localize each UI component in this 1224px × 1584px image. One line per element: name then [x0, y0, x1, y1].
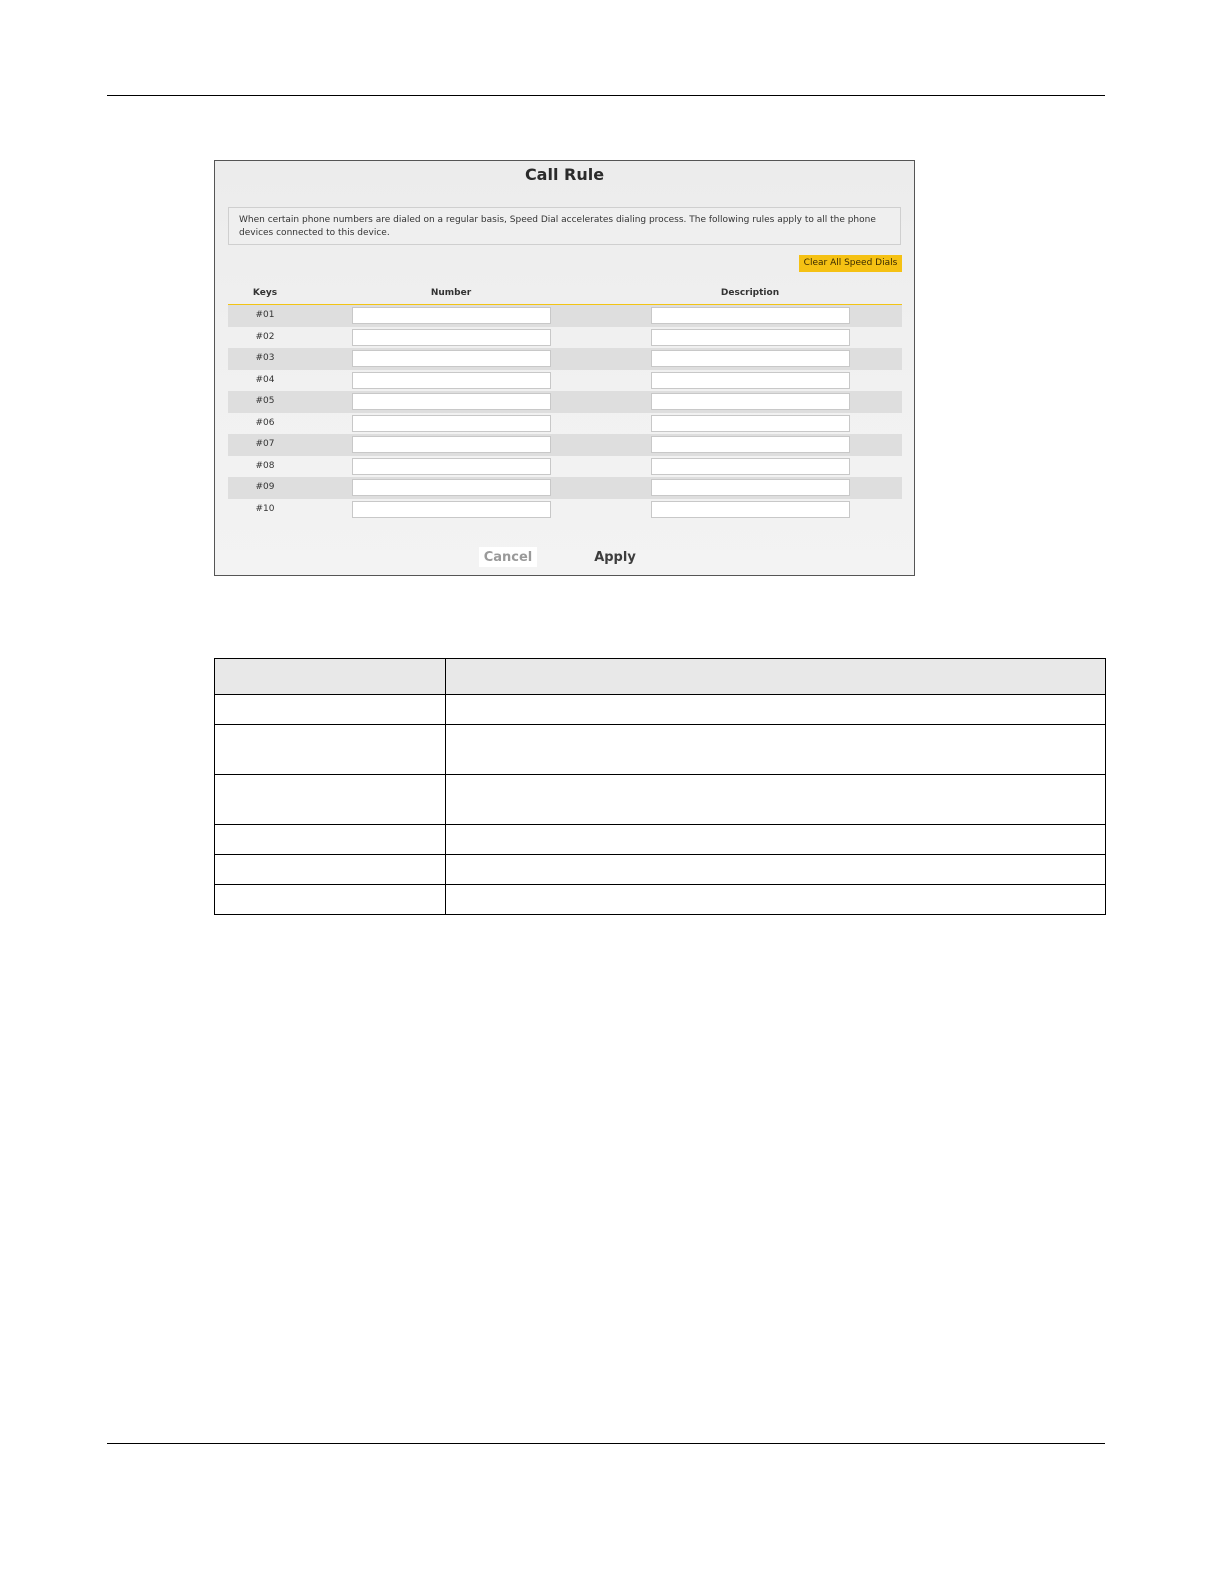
speed-dial-key: #01: [255, 310, 275, 320]
speed-dial-number-input[interactable]: [352, 393, 551, 410]
speed-dial-description-input[interactable]: [651, 329, 850, 346]
column-header-keys: Keys: [252, 288, 278, 298]
speed-dial-description-input[interactable]: [651, 307, 850, 324]
table-row: [215, 855, 1106, 885]
speed-dial-key: #04: [255, 374, 275, 385]
speed-dial-row: [228, 434, 902, 456]
speed-dial-key: #07: [255, 439, 275, 449]
table-cell: [445, 885, 1105, 915]
table-header-row: [215, 659, 1106, 695]
cancel-button[interactable]: [479, 547, 537, 567]
speed-dial-table-header: [228, 284, 902, 305]
speed-dial-row: [228, 348, 902, 370]
speed-dial-row: [228, 391, 902, 413]
table-cell: [445, 695, 1105, 725]
call-rule-panel: [214, 160, 915, 576]
speed-dial-description-input[interactable]: [651, 350, 850, 367]
speed-dial-table: [228, 305, 902, 520]
table-row: [215, 775, 1106, 825]
speed-dial-number-input[interactable]: [352, 350, 551, 367]
table-cell: [215, 855, 446, 885]
speed-dial-key: #08: [255, 460, 275, 471]
speed-dial-number-input[interactable]: [352, 501, 551, 518]
table-row: [215, 885, 1106, 915]
header-rule: [107, 95, 1105, 96]
table-header-cell: [445, 659, 1105, 695]
speed-dial-key: #02: [255, 331, 275, 342]
speed-dial-description-input[interactable]: [651, 501, 850, 518]
speed-dial-row: [228, 413, 902, 435]
table-cell: [215, 825, 446, 855]
description-table: [214, 658, 1106, 915]
table-cell: [215, 775, 446, 825]
apply-button-label: Apply: [594, 549, 636, 565]
speed-dial-description-input[interactable]: [651, 458, 850, 475]
footer-rule: [107, 1443, 1105, 1444]
table-row: [215, 695, 1106, 725]
speed-dial-number-input[interactable]: [352, 307, 551, 324]
info-notice: When certain phone numbers are dialed on a regular basis, Speed Dial accelerates dialing process. The following rules apply to all the phone devices connected to this device.: [228, 207, 901, 245]
speed-dial-row: [228, 327, 902, 349]
table-cell: [215, 725, 446, 775]
speed-dial-number-input[interactable]: [352, 479, 551, 496]
speed-dial-description-input[interactable]: [651, 436, 850, 453]
table-cell: [445, 825, 1105, 855]
speed-dial-number-input[interactable]: [352, 329, 551, 346]
table-header-cell: [215, 659, 446, 695]
table-row: [215, 725, 1106, 775]
table-cell: [445, 775, 1105, 825]
table-cell: [445, 855, 1105, 885]
speed-dial-number-input[interactable]: [352, 372, 551, 389]
cancel-button-label: Cancel: [483, 549, 533, 565]
speed-dial-row: [228, 305, 902, 327]
speed-dial-description-input[interactable]: [651, 415, 850, 432]
apply-button[interactable]: [591, 547, 639, 567]
speed-dial-row: [228, 477, 902, 499]
page-title: Call Rule: [524, 165, 605, 184]
speed-dial-key: #05: [255, 396, 275, 406]
speed-dial-number-input[interactable]: [352, 415, 551, 432]
speed-dial-number-input[interactable]: [352, 458, 551, 475]
table-row: [215, 825, 1106, 855]
speed-dial-key: #09: [255, 482, 275, 492]
table-cell: [215, 695, 446, 725]
speed-dial-row: [228, 499, 902, 521]
speed-dial-description-input[interactable]: [651, 393, 850, 410]
speed-dial-row: [228, 370, 902, 392]
clear-all-speed-dials-button[interactable]: Clear All Speed Dials: [799, 255, 902, 272]
speed-dial-description-input[interactable]: [651, 372, 850, 389]
speed-dial-key: #10: [255, 503, 275, 514]
speed-dial-description-input[interactable]: [651, 479, 850, 496]
speed-dial-key: #06: [255, 417, 275, 428]
table-cell: [445, 725, 1105, 775]
table-cell: [215, 885, 446, 915]
column-header-description: Description: [720, 288, 780, 298]
speed-dial-number-input[interactable]: [352, 436, 551, 453]
speed-dial-key: #03: [255, 353, 275, 363]
column-header-number: Number: [430, 288, 472, 298]
speed-dial-row: [228, 456, 902, 478]
